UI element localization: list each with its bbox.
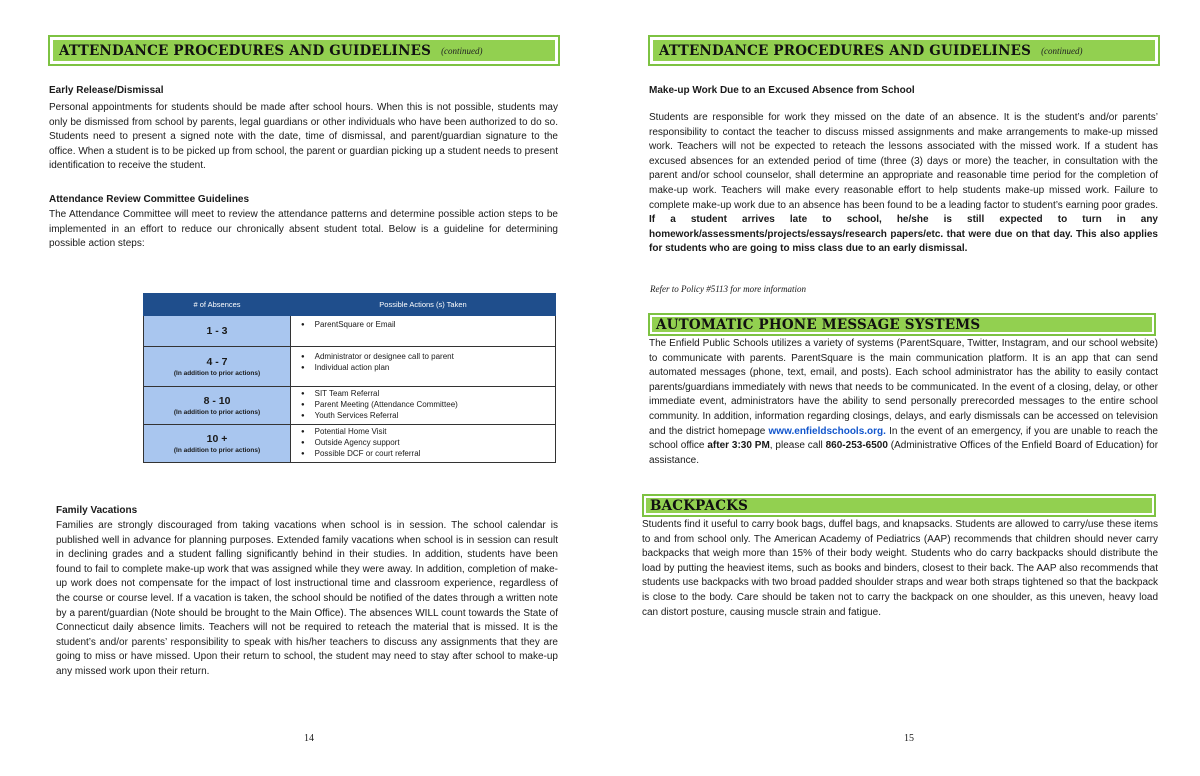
absence-range: 4 - 7 [206, 356, 228, 368]
section-banner-phone [648, 313, 1156, 336]
absence-range-cell [144, 387, 291, 425]
table-row [144, 316, 556, 347]
phone-number: 860-253-6500 [825, 440, 888, 452]
phone-body-1: The Enfield Public Schools utilizes a variety of systems (ParentSquare, Twitter, Instagram, and our school website) to communicate with parents. ParentSquare is the main communication platform. It is an app that can send automated messages (phone, text, email, and posts). Each school administrator has the ability to easily contact parents/guardians immediately with news that needs to be communicated. In the event of a closing, delay, or other immediate event, administrators have the ability to send personally prerecorded messages to the entire school community. In addition, information regarding closings, delays, and early dismissals can be accessed on television and the district homepage [649, 338, 1158, 437]
section-banner-attendance [48, 35, 560, 66]
makeup-body: Students are responsible for work they missed on the date of an absence. It is the student’s and/or parents’ responsibility to contact the teacher to discuss missed assignments and make arrangements to make-up missed work. Teachers will not be expected to reteach the lessons associated with the missed work. If a student has excused absences for an extended period of time (three (3) days or more) the teacher, in consultation with the parent and/or school counselor, shall determine an appropriate and reasonable time period for the completion of make-up work. Teachers will make every reasonable effort to help students make-up missed work. Failure to complete make-up work due to an absence has been found to be a leading factor to student’s earning poor grades. [649, 112, 1158, 211]
table-header-actions: Possible Actions (s) Taken [291, 294, 556, 316]
action-item: ● Individual action plan [301, 363, 555, 374]
banner-title: ATTENDANCE PROCEDURES AND GUIDELINES [59, 42, 432, 59]
absence-range: 1 - 3 [206, 325, 228, 337]
table-header-absences: # of Absences [144, 294, 291, 316]
action-item: ● Possible DCF or court referral [301, 449, 555, 460]
banner-title: ATTENDANCE PROCEDURES AND GUIDELINES [659, 42, 1032, 59]
paragraph-early-release: Personal appointments for students should be made after school hours. When this is not possible, students may only be dismissed from school by parents, legal guardians or other individuals who have been authorized to do so. Students need to present a signed note with the date, time of dismissal, and parent/guardian signature to the office. When a student is to be picked up from school, the parent or guardian picking up a student needs to present identification to receive the student. [49, 102, 558, 172]
section-banner-attendance [648, 35, 1160, 66]
phone-body-3: , please call [769, 440, 826, 452]
office-hours-time: after 3:30 PM [707, 440, 770, 452]
heading-family-vacations: Family Vacations [56, 505, 138, 516]
heading-makeup-work: Make-up Work Due to an Excused Absence from School [649, 85, 915, 96]
table-row [144, 347, 556, 387]
banner-subtitle: (continued) [441, 45, 483, 56]
banner-title: AUTOMATIC PHONE MESSAGE SYSTEMS [656, 316, 981, 333]
heading-review-committee: Attendance Review Committee Guidelines [49, 194, 250, 205]
makeup-body-bold: If a student arrives late to school, he/she is still expected to turn in any homework/assessments/projects/essays/research papers/etc. that were due on that day. This also applies for students who are going to miss class due to an early dismissal. [649, 214, 1158, 255]
table-header-row [144, 294, 556, 316]
absence-range-note: (In addition to prior actions) [173, 409, 261, 416]
action-item: ● Youth Services Referral [301, 411, 555, 422]
paragraph-makeup-work [649, 111, 1158, 257]
banner-subtitle: (continued) [1041, 45, 1083, 56]
page-15 [600, 0, 1200, 776]
paragraph-phone-systems [649, 337, 1158, 468]
phone-body-2: In the event of an emergency, if you are unable to reach the school office [649, 425, 1158, 452]
table-row [144, 425, 556, 463]
absence-range-note: (In addition to prior actions) [173, 370, 261, 377]
actions-cell [291, 425, 556, 463]
paragraph-backpacks: Students find it useful to carry book bags, duffel bags, and knapsacks. Students are allowed to carry/use these items to and from school only. The American Academy of Pediatrics (AAP) recommends that children should never carry backpacks that weigh more than 15% of their body weight. Students who do carry backpacks should distribute the load by putting the heaviest items, such as books and binders, closest to their back. The AAP also recommends that students use backpacks with two broad padded shoulder straps and wear both straps tightened so that the backpack is close to the body. Care should be taken not to carry the backpack on one shoulder, as this uneven, heavy load can distort posture, causing muscle strain and fatigue. [642, 519, 1158, 618]
absence-range-note: (In addition to prior actions) [173, 447, 261, 454]
actions-cell [291, 387, 556, 425]
absence-range-cell [144, 316, 291, 347]
action-item: ● SIT Team Referral [301, 389, 555, 400]
actions-cell [291, 316, 556, 347]
action-item: ● Parent Meeting (Attendance Committee) [301, 400, 555, 411]
action-item: ● Potential Home Visit [301, 427, 555, 438]
action-item: ● Outside Agency support [301, 438, 555, 449]
phone-body-4: (Administrative Offices of the Enfield Board of Education) for assistance. [649, 440, 1159, 466]
paragraph-family-vacations: Families are strongly discouraged from taking vacations when school is in session. The school calendar is published well in advance for planning purposes. Extended family vacations when school is in session can result in declining grades and a student falling significantly behind in their studies. In addition, students have been found to fail to complete make-up work that was assigned while they were away. In addition, completion of make-up work does not compensate for the impact of lost instructional time and classroom experience, regardless of the course or course level. If a vacation is taken, the school should be notified of the dates through a written note by a parent/guardian (Note should be brought to the Main Office). The absences WILL count towards the State of Connecticut daily absence limits. Teachers will not be required to reteach the material that is missed. It is the student’s and/or parents’ responsibility to speak with his/her teachers to discuss any assignments that they are going to miss or have missed. Upon their return to school, the student may need to stay after school to make-up any missed work upon their return. [56, 520, 558, 677]
action-item: ● ParentSquare or Email [301, 320, 555, 331]
section-banner-backpacks [642, 494, 1156, 517]
banner-title: BACKPACKS [650, 497, 749, 514]
absence-range-cell [144, 425, 291, 463]
policy-note: Refer to Policy #5113 for more information [650, 284, 806, 294]
action-item: ● Administrator or designee call to parent [301, 352, 555, 363]
table-row [144, 387, 556, 425]
heading-early-release: Early Release/Dismissal [49, 85, 164, 96]
paragraph-review-committee: The Attendance Committee will meet to review the attendance patterns and determine possible action steps to be implemented in an effort to reduce our chronically absent student total. Below is a guideline for determining possible action steps: [49, 209, 558, 250]
actions-cell [291, 347, 556, 387]
page-number: 14 [304, 733, 314, 744]
page-number: 15 [904, 733, 914, 744]
absence-range: 10 + [206, 433, 228, 445]
absence-range-cell [144, 347, 291, 387]
absences-table [143, 293, 556, 463]
district-homepage-link[interactable]: www.enfieldschools.org. [768, 425, 886, 437]
absence-range: 8 - 10 [203, 395, 231, 407]
